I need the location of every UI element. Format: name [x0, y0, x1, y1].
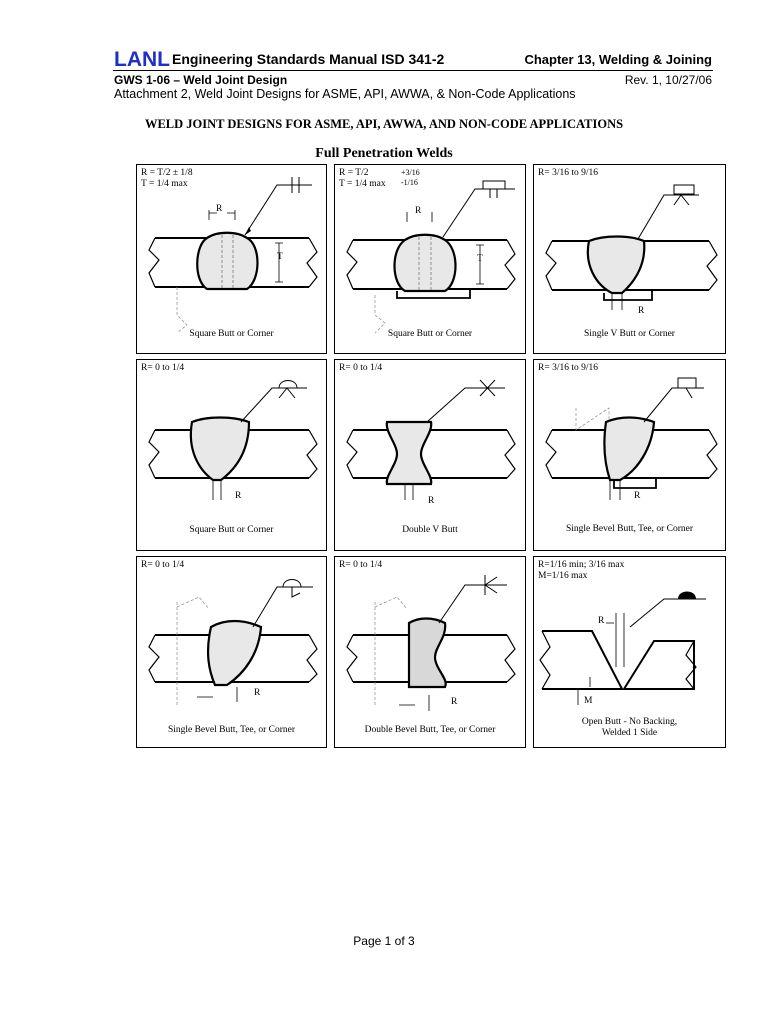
t-dimension-label: T [477, 254, 483, 264]
dimension-note-8: R= 0 to 1/4 [339, 560, 383, 570]
r-dimension-label: R [451, 697, 458, 707]
weld-diagram-1 [137, 165, 328, 355]
weld-panel-3 [533, 164, 726, 354]
chapter-title: Chapter 13, Welding & Joining [524, 52, 712, 67]
tolerance-plus: +3/16 [401, 168, 420, 177]
weld-diagram-8 [335, 557, 527, 749]
weld-panel-6 [533, 359, 726, 551]
revision-info: Rev. 1, 10/27/06 [624, 73, 712, 87]
r-dimension-label: R [598, 616, 605, 626]
document-heading: WELD JOINT DESIGNS FOR ASME, API, AWWA, AND NON-CODE APPLICATIONS [144, 117, 624, 131]
section-title: GWS 1-06 – Weld Joint Design [114, 73, 288, 87]
dimension-note-3: R= 3/16 to 9/16 [538, 168, 598, 178]
weld-diagram-2 [335, 165, 527, 355]
weld-panel-9 [533, 556, 726, 748]
attachment-title: Attachment 2, Weld Joint Designs for ASME, API, AWWA, & Non-Code Applications [114, 87, 576, 101]
r-dimension-label: R [428, 496, 435, 506]
joint-caption-8: Double Bevel Butt, Tee, or Corner [364, 725, 496, 735]
joint-caption-1: Square Butt or Corner [189, 329, 274, 339]
dimension-note-5: R= 0 to 1/4 [339, 363, 383, 373]
r-dimension-label: R [216, 204, 223, 214]
weld-panel-5 [334, 359, 526, 551]
weld-panel-4 [136, 359, 327, 551]
m-dimension-label: M [584, 696, 593, 706]
joint-caption-5: Double V Butt [402, 525, 458, 535]
joint-caption-6: Single Bevel Butt, Tee, or Corner [565, 524, 694, 534]
lanl-logo-text: LANL [114, 48, 170, 71]
weld-diagram-7 [137, 557, 328, 749]
manual-title: Engineering Standards Manual ISD 341-2 [172, 51, 445, 67]
joint-caption-2: Square Butt or Corner [387, 329, 473, 339]
dimension-note-2: R = T/2 T = 1/4 max [339, 168, 386, 189]
dimension-note-4: R= 0 to 1/4 [141, 363, 185, 373]
weld-panel-7 [136, 556, 327, 748]
weld-panel-2 [334, 164, 526, 354]
dimension-note-7: R= 0 to 1/4 [141, 560, 185, 570]
joint-caption-4: Square Butt or Corner [189, 525, 274, 535]
t-dimension-label: T [277, 252, 283, 262]
dimension-note-6: R= 3/16 to 9/16 [538, 363, 598, 373]
weld-panel-8 [334, 556, 526, 748]
r-dimension-label: R [634, 491, 641, 501]
r-dimension-label: R [415, 206, 422, 216]
r-dimension-label: R [235, 491, 242, 501]
joint-caption-9: Open Butt - No Backing, Welded 1 Side [581, 717, 678, 738]
joint-caption-7: Single Bevel Butt, Tee, or Corner [167, 725, 296, 735]
weld-diagram-5 [335, 360, 527, 552]
document-subheading: Full Penetration Welds [315, 146, 453, 161]
r-dimension-label: R [638, 306, 645, 316]
weld-panel-1 [136, 164, 327, 354]
dimension-note-9: R=1/16 min; 3/16 max M=1/16 max [538, 560, 625, 581]
page-number: Page 1 of 3 [353, 934, 415, 948]
weld-diagram-3 [534, 165, 727, 355]
weld-diagram-4 [137, 360, 328, 552]
header-rule [113, 70, 713, 71]
tolerance-minus: -1/16 [401, 178, 418, 187]
r-dimension-label: R [254, 688, 261, 698]
dimension-note-1: R = T/2 ± 1/8 T = 1/4 max [141, 168, 193, 189]
joint-caption-3: Single V Butt or Corner [584, 329, 675, 339]
